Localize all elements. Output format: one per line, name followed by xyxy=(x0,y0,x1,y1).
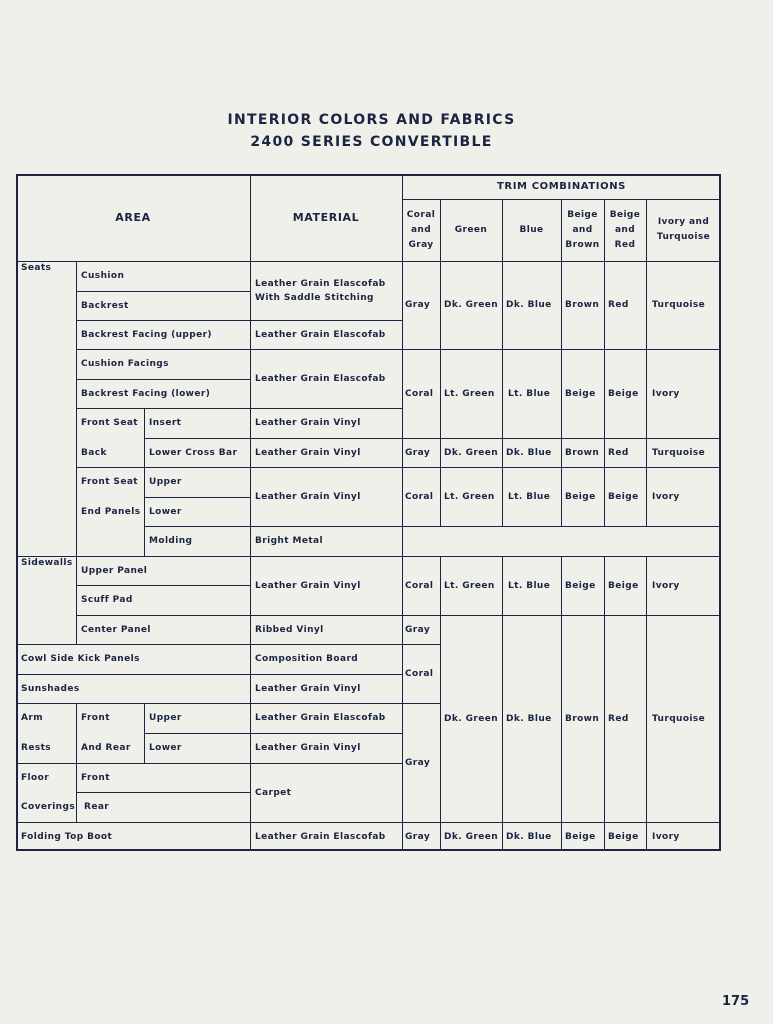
trim-cell: Dk. Blue xyxy=(506,300,552,310)
trim-cell: Dk. Green xyxy=(444,447,499,458)
area-center-panel: Center Panel xyxy=(81,624,151,635)
material-end-panels: Leather Grain Vinyl xyxy=(255,491,361,502)
area-front-seat-back-1: Front Seat xyxy=(81,418,138,428)
material-lower-cross-bar: Leather Grain Vinyl xyxy=(255,447,361,458)
area-arm-and-rear: And Rear xyxy=(81,743,131,753)
trim-cell: Dk. Blue xyxy=(506,447,552,458)
trim-cell: Lt. Blue xyxy=(508,491,551,502)
material-sidewalls: Leather Grain Vinyl xyxy=(255,580,361,591)
page-number: 175 xyxy=(722,994,750,1009)
trim-cell: Gray xyxy=(405,831,431,842)
trim-cell: Gray xyxy=(405,757,431,768)
trim-cell: Ivory xyxy=(652,491,680,502)
trim-cell: Turquoise xyxy=(652,300,706,310)
area-molding: Molding xyxy=(149,536,193,546)
area-seats: Seats xyxy=(21,263,52,273)
area-floor-front: Front xyxy=(81,772,110,783)
trim-cell: Beige xyxy=(608,580,639,591)
material-facings: Leather Grain Elascofab xyxy=(255,373,386,384)
trim-cell: Beige xyxy=(608,491,639,502)
material-floor: Carpet xyxy=(255,787,292,798)
trim-cell: Dk. Green xyxy=(444,713,499,724)
area-arm-front: Front xyxy=(81,713,110,723)
trim-cell: Beige xyxy=(565,580,596,591)
trim-cell: Dk. Green xyxy=(444,300,499,310)
trim-cell: Lt. Green xyxy=(444,388,495,399)
trim-cell: Turquoise xyxy=(652,447,706,458)
trim-cell: Lt. Green xyxy=(444,580,495,591)
area-arm: Arm xyxy=(21,713,43,723)
area-upper-panel: Upper Panel xyxy=(81,565,148,576)
trim-cell: Gray xyxy=(405,624,431,635)
header-trim-blue: Blue xyxy=(519,224,544,235)
page-title-line-1: INTERIOR COLORS AND FABRICS xyxy=(227,112,516,128)
trim-cell: Lt. Green xyxy=(444,491,495,502)
trim-cell: Lt. Blue xyxy=(508,388,551,399)
trim-cell: Ivory xyxy=(652,388,680,399)
area-backrest-facing-upper: Backrest Facing (upper) xyxy=(81,329,212,340)
trim-cell: Dk. Blue xyxy=(506,713,552,724)
area-front-seat-end-2: End Panels xyxy=(81,506,141,517)
area-cushion-facings: Cushion Facings xyxy=(81,359,169,369)
material-cowl: Composition Board xyxy=(255,654,359,664)
area-lower-cross-bar: Lower Cross Bar xyxy=(149,447,238,458)
material-backrest-facing-upper: Leather Grain Elascofab xyxy=(255,329,386,340)
trim-cell: Beige xyxy=(608,388,639,399)
material-line: Leather Grain Elascofab xyxy=(255,278,386,289)
material-center-panel: Ribbed Vinyl xyxy=(255,624,324,635)
area-rests: Rests xyxy=(21,743,52,753)
trim-cell: Beige xyxy=(565,831,596,842)
trim-cell: Ivory xyxy=(652,580,680,591)
trim-cell: Lt. Blue xyxy=(508,580,551,591)
page-title-line-2: 2400 SERIES CONVERTIBLE xyxy=(250,134,493,150)
area-scuff-pad: Scuff Pad xyxy=(81,595,133,605)
material-insert: Leather Grain Vinyl xyxy=(255,418,361,428)
trim-cell: Gray xyxy=(405,447,431,458)
trim-cell: Red xyxy=(608,713,629,724)
header-trim-green: Green xyxy=(454,224,488,235)
material-molding: Bright Metal xyxy=(255,536,323,546)
material-arm-lower: Leather Grain Vinyl xyxy=(255,743,361,753)
trim-cell: Gray xyxy=(405,300,431,310)
area-coverings: Coverings xyxy=(21,802,76,812)
trim-cell: Turquoise xyxy=(652,713,706,724)
area-arm-upper: Upper xyxy=(149,713,182,723)
header-trim-ivory-turquoise: Ivory and Turquoise xyxy=(656,217,711,242)
area-arm-lower: Lower xyxy=(149,743,182,753)
area-folding-top-boot: Folding Top Boot xyxy=(21,831,113,842)
area-end-upper: Upper xyxy=(149,477,182,487)
area-backrest-facing-lower: Backrest Facing (lower) xyxy=(81,388,211,399)
trim-cell: Beige xyxy=(565,388,596,399)
material-cushion-backrest xyxy=(250,261,402,320)
trim-cell: Coral xyxy=(405,580,434,591)
trim-cell: Coral xyxy=(405,668,434,679)
trim-cell: Red xyxy=(608,447,629,458)
area-end-lower: Lower xyxy=(149,506,182,517)
area-floor: Floor xyxy=(21,772,50,783)
material-sunshades: Leather Grain Vinyl xyxy=(255,683,361,694)
trim-cell: Brown xyxy=(565,447,600,458)
trim-cell: Beige xyxy=(608,831,639,842)
trim-cell: Coral xyxy=(405,491,434,502)
material-folding-top-boot: Leather Grain Elascofab xyxy=(255,831,386,842)
area-sidewalls: Sidewalls xyxy=(21,558,73,568)
trim-cell: Coral xyxy=(405,388,434,399)
trim-cell: Dk. Green xyxy=(444,831,499,842)
header-trim-coral-gray: Coral and Gray xyxy=(406,209,436,250)
header-trim-combinations: TRIM COMBINATIONS xyxy=(497,180,626,192)
material-arm-upper: Leather Grain Elascofab xyxy=(255,713,386,723)
trim-cell: Brown xyxy=(565,713,600,724)
trim-cell: Dk. Blue xyxy=(506,831,552,842)
area-sunshades: Sunshades xyxy=(21,683,80,694)
area-backrest: Backrest xyxy=(81,300,129,311)
area-cowl-side-kick-panels: Cowl Side Kick Panels xyxy=(21,654,140,664)
trim-cell: Brown xyxy=(565,300,600,310)
trim-cell: Ivory xyxy=(652,831,680,842)
area-front-seat-back-2: Back xyxy=(81,447,107,458)
header-trim-beige-brown: Beige and Brown xyxy=(565,209,600,250)
area-front-seat-end-1: Front Seat xyxy=(81,477,138,487)
trim-cell: Beige xyxy=(565,491,596,502)
trim-cell: Red xyxy=(608,300,629,310)
material-line: With Saddle Stitching xyxy=(255,292,374,303)
area-floor-rear: Rear xyxy=(84,802,110,812)
header-material: MATERIAL xyxy=(292,210,360,224)
area-cushion: Cushion xyxy=(81,271,125,281)
header-trim-beige-red: Beige and Red xyxy=(609,209,641,250)
area-insert: Insert xyxy=(149,418,182,428)
header-area: AREA xyxy=(115,210,151,224)
